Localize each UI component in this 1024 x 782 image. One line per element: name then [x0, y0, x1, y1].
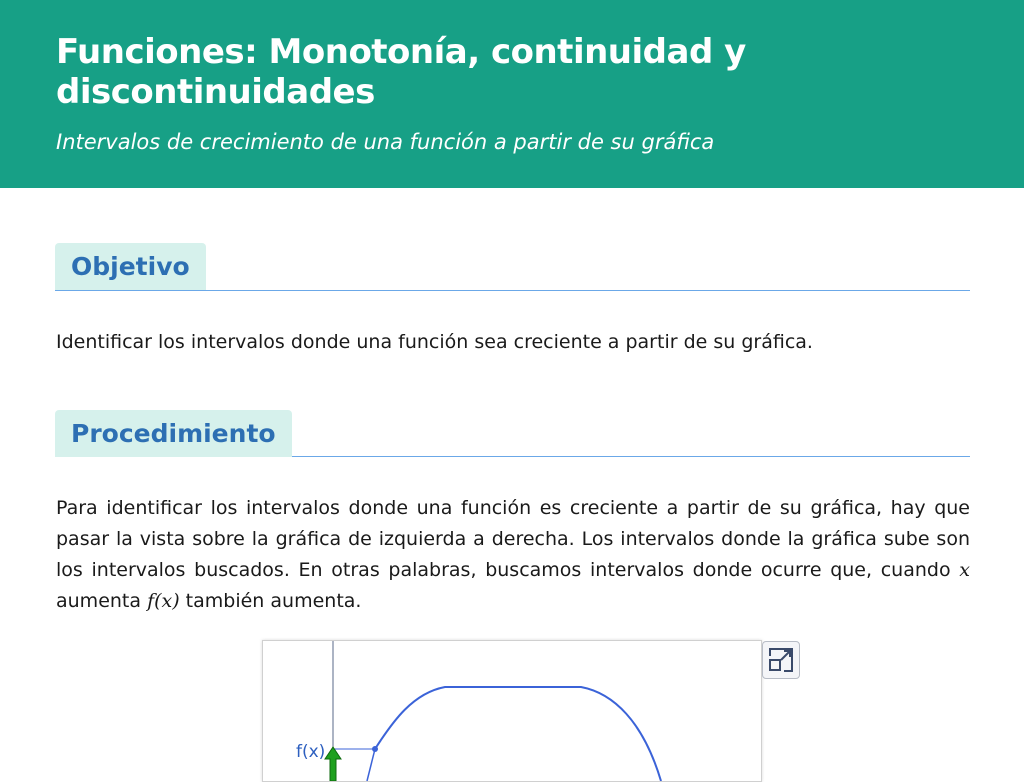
- page-header: [0, 0, 1024, 188]
- function-curve: [375, 687, 661, 781]
- function-graph[interactable]: [263, 641, 761, 781]
- math-fx: f(x): [147, 590, 180, 612]
- objetivo-text: Identificar los intervalos donde una función sea creciente a partir de su gráfica.: [56, 331, 813, 353]
- procedimiento-text-3: también aumenta.: [179, 590, 362, 612]
- procedimiento-text-1: Para identificar los intervalos donde una función es creciente a partir de su gráfica, hay que pasar la vista sobre la gráfica de izquierda a derecha. Los intervalos donde la gráfica sube son los intervalos buscados. En otras palabras, buscamos intervalos donde ocurre que, cuando: [56, 497, 970, 581]
- procedimiento-text-2: aumenta: [56, 590, 148, 612]
- function-curve-tail: [367, 749, 375, 781]
- expand-button[interactable]: [762, 641, 800, 679]
- y-axis-label: f(x): [296, 742, 326, 762]
- procedimiento-heading: Procedimiento: [55, 410, 292, 457]
- curve-point[interactable]: [372, 746, 378, 752]
- drag-handle-arrow[interactable]: [325, 747, 341, 781]
- objetivo-heading: Objetivo: [55, 243, 206, 290]
- page-subtitle: Intervalos de crecimiento de una función a partir de su gráfica: [56, 130, 715, 154]
- geogebra-applet[interactable]: [262, 640, 762, 782]
- page-title: Funciones: Monotonía, continuidad y discontinuidades: [56, 32, 746, 112]
- math-x: x: [959, 559, 970, 581]
- expand-icon: [763, 642, 799, 678]
- objetivo-divider: [55, 290, 970, 291]
- procedimiento-text: [56, 493, 970, 617]
